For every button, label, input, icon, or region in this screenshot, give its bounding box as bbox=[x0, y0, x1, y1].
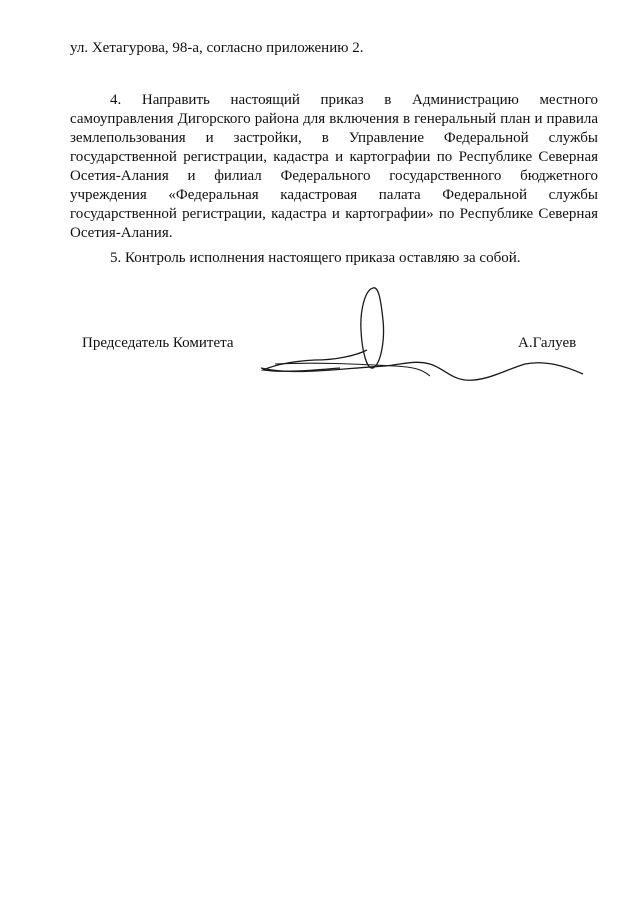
item-4-line: землепользования и застройки, в Управление Федеральной службы bbox=[70, 130, 598, 146]
signatory-name: А.Галуев bbox=[518, 335, 577, 351]
item-4-line: 4. Направить настоящий приказ в Администрацию местного bbox=[110, 92, 598, 108]
item-5-paragraph: 5. Контроль исполнения настоящего приказа оставляю за собой. bbox=[110, 250, 521, 266]
item-4-line: государственной регистрации, кадастра и картографии» по Республике Северная bbox=[70, 206, 598, 222]
item-4-line: государственной регистрации, кадастра и картографии по Республике Северная bbox=[70, 149, 598, 165]
item-4-line: Осетия-Алания и филиал Федерального государственного бюджетного bbox=[70, 168, 598, 184]
item-4-line: учреждения «Федеральная кадастровая палата Федеральной службы bbox=[70, 187, 598, 203]
item-4-line: самоуправления Дигорского района для включения в генеральный план и правила bbox=[70, 111, 598, 127]
handwritten-signature bbox=[255, 280, 585, 390]
continuation-line: ул. Хетагурова, 98-а, согласно приложению 2. bbox=[70, 40, 364, 56]
signatory-title: Председатель Комитета bbox=[82, 335, 234, 351]
item-4-line: Осетия-Алания. bbox=[70, 225, 173, 241]
